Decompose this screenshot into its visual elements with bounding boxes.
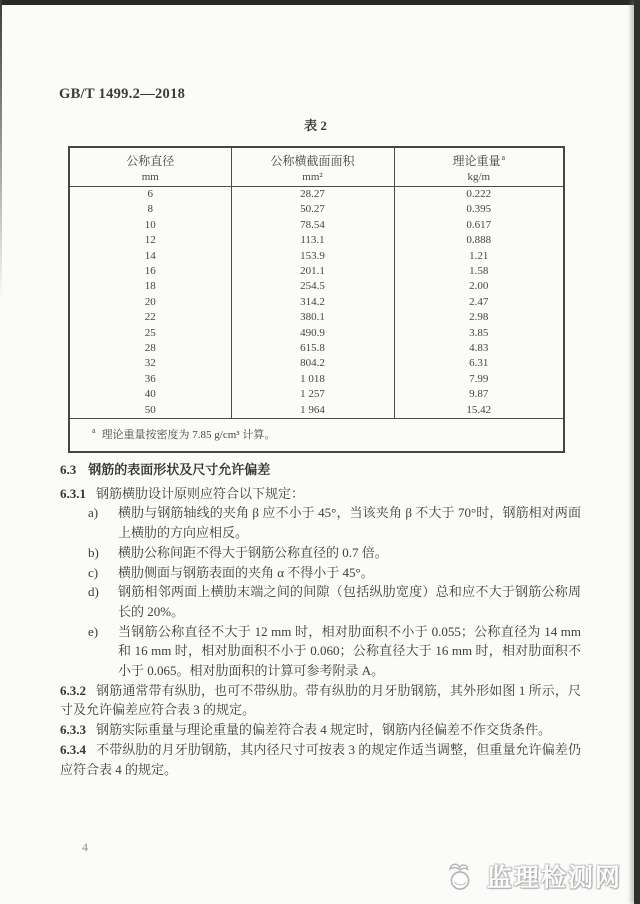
footnote-ref: a: [501, 152, 506, 162]
table-row: [69, 387, 564, 402]
table-cell: 6: [69, 187, 231, 203]
column-title: 公称横截面面积: [270, 153, 355, 168]
table-row: [69, 264, 564, 279]
table-cell: 8: [69, 202, 231, 217]
clause-text: 钢筋横肋设计原则应符合以下规定：: [96, 485, 305, 501]
section-6-3: [60, 460, 581, 779]
table-row: [69, 279, 564, 294]
scan-edge-top: [0, 0, 640, 5]
page-number: 4: [82, 840, 88, 854]
table-cell: 15.42: [394, 403, 564, 419]
clause-number: 6.3.3: [60, 722, 86, 738]
table-cell: 254.5: [231, 279, 394, 294]
table-cell: 1.21: [394, 249, 564, 264]
column-unit: kg/m: [467, 170, 491, 183]
table-header-row: [69, 147, 564, 187]
table-row: [69, 356, 564, 371]
table-cell: 201.1: [231, 264, 394, 279]
scan-edge-right: [634, 0, 640, 904]
table-2: [68, 146, 565, 453]
column-unit: mm²: [302, 170, 323, 183]
table-cell: 18: [69, 279, 231, 294]
rule-text: 钢筋相邻两面上横肋末端之间的间隙（包括纵肋宽度）总和应不大于钢筋公称周长的 20%。: [118, 584, 581, 619]
clause: [60, 681, 581, 720]
table-cell: 50: [69, 403, 231, 419]
table-body: [69, 187, 564, 419]
table-cell: 36: [69, 372, 231, 387]
table-row: [69, 310, 564, 325]
table-row: [69, 202, 564, 217]
table-cell: 153.9: [231, 249, 394, 264]
column-header-diameter: [69, 147, 231, 187]
clause: [60, 740, 581, 779]
table-row: [69, 218, 564, 233]
clause: [60, 720, 581, 740]
clause-number: 6.3.2: [60, 682, 86, 698]
table-cell: 1 018: [231, 372, 394, 387]
rule-text: 横肋与钢筋轴线的夹角 β 应不小于 45°，当该夹角 β 不大于 70°时，钢筋相对两面上横肋的方向应相反。: [118, 505, 581, 541]
table-cell: 804.2: [231, 356, 394, 371]
column-header-area: [231, 147, 394, 187]
table-cell: 22: [69, 310, 231, 325]
table-row: [69, 372, 564, 387]
table-cell: 6.31: [394, 356, 564, 371]
table-row: [69, 326, 564, 341]
rule-marker: e): [88, 623, 99, 639]
table-row: [69, 233, 564, 248]
rule-marker: b): [88, 544, 99, 560]
watermark-logo-icon: [443, 860, 481, 892]
table-cell: 32: [69, 356, 231, 371]
rule-marker: a): [88, 505, 99, 521]
table-cell: 2.98: [394, 310, 564, 325]
table-cell: 14: [69, 249, 231, 264]
table-cell: 314.2: [231, 295, 394, 310]
footnote-text: 理论重量按密度为 7.85 g/cm³ 计算。: [101, 429, 276, 442]
table-cell: 28.27: [231, 187, 394, 203]
column-title: 理论重量$^a$: [452, 152, 506, 168]
table-cell: 490.9: [231, 326, 394, 341]
table-cell: 380.1: [231, 310, 394, 325]
rule-marker: c): [88, 564, 99, 580]
table-cell: 28: [69, 341, 231, 356]
rule-text: 横肋侧面与钢筋表面的夹角 α 不得小于 45°。: [118, 564, 374, 580]
clause-text: 不带纵肋的月牙肋钢筋，其内径尺寸可按表 3 的规定作适当调整，但重量允许偏差仍应符合表 4 的规定。: [60, 741, 581, 777]
clause-number: 6.3.1: [60, 485, 86, 501]
rib-design-rules-list: [60, 503, 581, 680]
table-row: [69, 295, 564, 310]
section-number: 6.3: [60, 462, 77, 477]
rule-text: 横肋公称间距不得大于钢筋公称直径的 0.7 倍。: [118, 544, 388, 560]
table-cell: 16: [69, 264, 231, 279]
table-row: [69, 249, 564, 264]
table-cell: 1 257: [231, 387, 394, 402]
footnote-marker: a: [92, 426, 96, 436]
table-cell: 50.27: [231, 202, 394, 217]
column-title: 公称直径: [126, 153, 175, 168]
table-cell: 78.54: [231, 218, 394, 233]
rule-item: [60, 582, 581, 621]
table-cell: 0.617: [394, 218, 564, 233]
table-cell: 1 964: [231, 403, 394, 419]
table-cell: 4.83: [394, 341, 564, 356]
table-footnote-row: [69, 419, 564, 453]
table-cell: 25: [69, 326, 231, 341]
table-cell: 615.8: [231, 341, 394, 356]
table-cell: 2.47: [394, 295, 564, 310]
rule-item: [60, 503, 581, 542]
scan-edge-left: [0, 0, 2, 300]
section-title: 钢筋的表面形状及尺寸允许偏差: [88, 462, 271, 477]
section-heading: [60, 460, 581, 480]
rule-item: [60, 563, 581, 583]
column-header-weight: [394, 147, 564, 187]
column-unit: mm: [141, 170, 159, 183]
rule-item: [60, 622, 581, 681]
table-cell: 12: [69, 233, 231, 248]
table-cell: 0.395: [394, 202, 564, 217]
table-cell: 40: [69, 387, 231, 402]
table-row: [69, 187, 564, 203]
table-cell: 1.58: [394, 264, 564, 279]
table-row: [69, 403, 564, 419]
table-cell: 3.85: [394, 326, 564, 341]
table-cell: 2.00: [394, 279, 564, 294]
table-cell: 10: [69, 218, 231, 233]
watermark: [443, 858, 622, 894]
table-cell: 113.1: [231, 233, 394, 248]
table-caption: 表 2: [304, 118, 327, 133]
watermark-label: 监理检测网: [486, 864, 622, 892]
table-cell: 0.222: [394, 187, 564, 203]
rule-item: [60, 543, 581, 563]
standard-number: GB/T 1499.2—2018: [59, 86, 186, 102]
table-cell: 9.87: [394, 387, 564, 402]
clauses-block: [60, 681, 581, 780]
clause-number: 6.3.4: [60, 741, 86, 757]
rule-marker: d): [88, 584, 99, 600]
table-cell: 7.99: [394, 372, 564, 387]
clause-6-3-1: [60, 484, 581, 504]
table-footnote: [69, 419, 564, 453]
table-row: [69, 341, 564, 356]
rule-text: 当钢筋公称直径不大于 12 mm 时，相对肋面积不小于 0.055；公称直径为 14 mm 和 16 mm 时，相对肋面积不小于 0.060；公称直径大于 16 mm 时，相对肋面积不小于 0.065。相对肋面积的计算可参考附录 A。: [118, 623, 581, 679]
clause-text: 钢筋实际重量与理论重量的偏差符合表 4 规定时，钢筋内径偏差不作交货条件。: [96, 722, 552, 738]
table-cell: 0.888: [394, 233, 564, 248]
clause-text: 钢筋通常带有纵肋，也可不带纵肋。带有纵肋的月牙肋钢筋，其外形如图 1 所示，尺寸及允许偏差应符合表 3 的规定。: [60, 682, 581, 718]
table-cell: 20: [69, 295, 231, 310]
